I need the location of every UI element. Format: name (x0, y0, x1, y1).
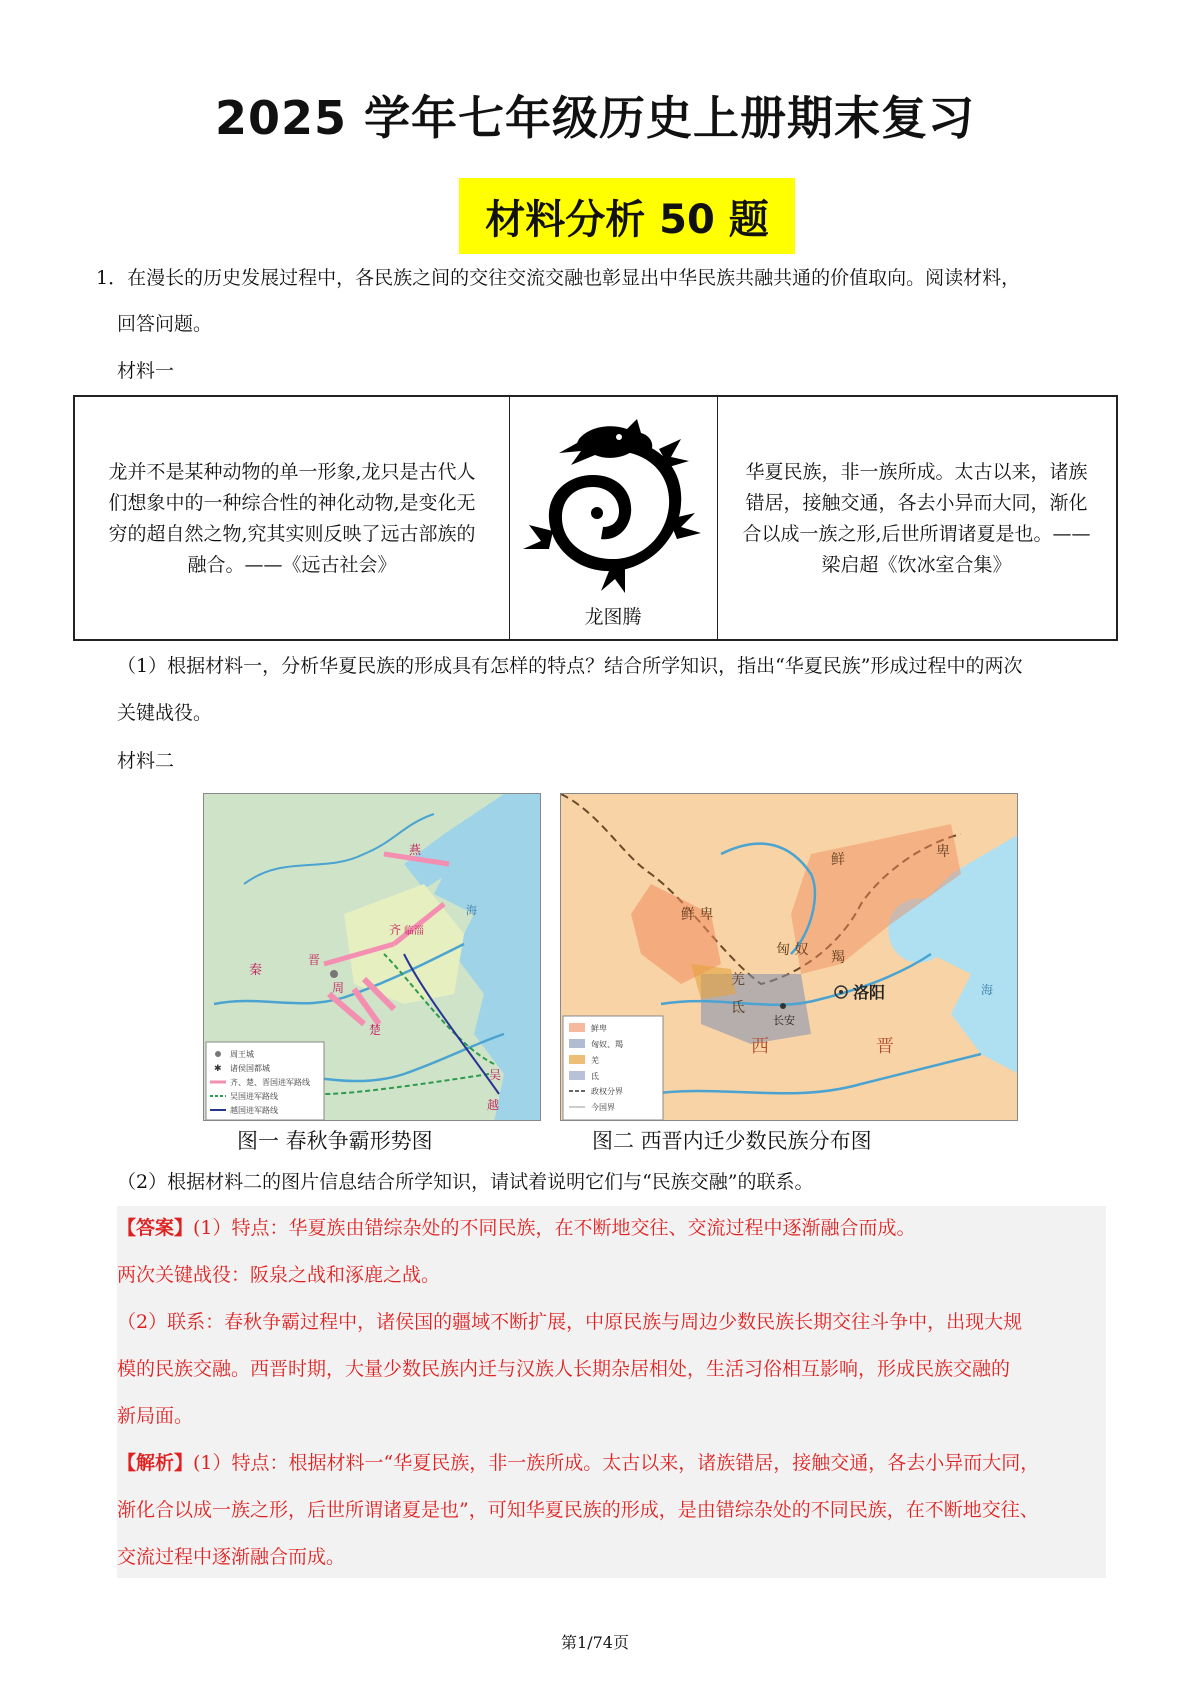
map2-caption: 图二 西晋内迁少数民族分布图 (592, 1129, 872, 1153)
material-right-line: 华夏民族，非一族所成。太古以来，诸族 (745, 461, 1088, 483)
map2-label-di: 氐 (731, 1000, 745, 1016)
answer-block (117, 1206, 1106, 1578)
material2-label: 材料二 (117, 750, 175, 772)
map1-legend-item: 周王城 (230, 1050, 254, 1059)
page-title: 2025 学年七年级历史上册期末复习 (214, 91, 976, 145)
answer-line4: 模的民族交融。西晋时期，大量少数民族内迁与汉族人长期杂居相处，生活习俗相互影响，形成民族交融的 (117, 1358, 1011, 1380)
map-western-jin-drawing (561, 794, 1018, 1121)
map2-label-xiongnu: 匈 奴 (776, 942, 809, 958)
dragon-caption: 龙图腾 (584, 606, 642, 628)
map2-label-bei: 卑 (936, 844, 950, 860)
map2-legend-item: 今国界 (591, 1103, 615, 1112)
answer-line3: （2）联系：春秋争霸过程中，诸侯国的疆域不断扩展，中原民族与周边少数民族长期交往斗争中，出现大规 (117, 1311, 1023, 1333)
material-right-line: 梁启超《饮冰室合集》 (821, 554, 1012, 576)
map1-label-sea: 海 (466, 904, 477, 917)
material-left-cell (75, 397, 510, 639)
material-right-cell (717, 397, 1116, 639)
subquestion1-line2: 关键战役。 (117, 702, 213, 724)
map1-legend-item: 诸侯国都城 (230, 1064, 270, 1073)
map1-label-chu: 楚 (369, 1023, 382, 1037)
map1-label-wu: 吴 (489, 1068, 502, 1082)
map1-label-linzi: 临淄 (404, 926, 424, 937)
dragon-image-cell (509, 397, 718, 639)
map1-caption: 图一 春秋争霸形势图 (237, 1129, 433, 1153)
analysis-line1: 【解析】(1）特点：根据材料一“华夏民族，非一族所成。太古以来，诸族错居，接触交通，各去小异而大同， (117, 1452, 1040, 1474)
material-right-line: 合以成一族之形,后世所谓诸夏是也。—— (742, 523, 1091, 545)
map2-legend-item: 匈奴、羯 (591, 1040, 623, 1049)
map1-label-zhou: 周 (332, 981, 345, 995)
map2-label-xianbei: 鲜 卑 (681, 907, 714, 923)
analysis-tag: 【解析】 (117, 1452, 194, 1474)
map1-label-yue: 越 (487, 1098, 500, 1112)
map2-legend-item: 氐 (591, 1072, 599, 1081)
map2-label-sea: 海 (981, 983, 994, 997)
subtitle-highlight (459, 178, 795, 254)
map-western-jin (560, 793, 1018, 1121)
map1-label-jin: 晋 (308, 953, 321, 967)
analysis-line3: 交流过程中逐渐融合而成。 (117, 1546, 346, 1568)
map1-label-qin: 秦 (249, 963, 263, 978)
subtitle: 材料分析 50 题 (485, 196, 769, 243)
map2-label-jin: 晋 (876, 1036, 894, 1057)
material-right-line: 错居，接触交通，各去小异而大同，渐化 (745, 492, 1088, 514)
material-table (73, 395, 1118, 641)
dragon-totem-image (509, 409, 717, 599)
question-intro-line1: 1．在漫长的历史发展过程中，各民族之间的交往交流交融也彰显出中华民族共融共通的价值取向。阅读材料， (96, 267, 1021, 289)
subquestion1-line1: （1）根据材料一，分析华夏民族的形成具有怎样的特点？结合所学知识，指出“华夏民族”形成过程中的两次 (117, 655, 1023, 677)
subquestion2: （2）根据材料二的图片信息结合所学知识，请试着说明它们与“民族交融”的联系。 (117, 1171, 814, 1193)
map2-label-qiang: 羌 (731, 972, 745, 988)
material-left-line: 们想象中的一种综合性的神化动物,是变化无 (108, 492, 476, 514)
svg-text:✱: ✱ (214, 1064, 222, 1074)
material-left-line: 融合。——《远古社会》 (187, 554, 397, 576)
map1-legend-item: 吴国进军路线 (230, 1092, 278, 1101)
answer-line5: 新局面。 (117, 1405, 194, 1427)
answer-tag: 【答案】 (117, 1217, 194, 1239)
analysis-line2: 渐化合以成一族之形，后世所谓诸夏是也”，可知华夏民族的形成，是由错综杂处的不同民族，在不断地交往、 (117, 1499, 1039, 1521)
page-number: 第1/74页 (561, 1633, 629, 1652)
map2-label-luoyang: 洛阳 (853, 983, 886, 1002)
map-spring-autumn-drawing (204, 794, 541, 1121)
material-left-line: 龙并不是某种动物的单一形象,龙只是古代人 (108, 461, 476, 483)
map2-label-jie: 羯 (831, 950, 845, 966)
map2-legend-item: 鲜卑 (591, 1024, 607, 1033)
question-intro-line2: 回答问题。 (117, 313, 213, 335)
map2-legend-item: 羌 (591, 1056, 599, 1065)
map2-legend-item: 政权分界 (591, 1087, 623, 1096)
material1-label: 材料一 (117, 360, 175, 382)
map2-label-xi: 西 (751, 1036, 769, 1057)
answer-line1: 【答案】(1）特点：华夏族由错综杂处的不同民族，在不断地交往、交流过程中逐渐融合而成。 (117, 1217, 916, 1239)
map-spring-autumn (203, 793, 541, 1121)
map2-label-changan: 长安 (773, 1014, 795, 1027)
map1-legend-item: 齐、楚、晋国进军路线 (230, 1078, 310, 1087)
material-left-line: 穷的超自然之物,究其实则反映了远古部族的 (108, 523, 476, 545)
answer-line2: 两次关键战役：阪泉之战和涿鹿之战。 (117, 1264, 441, 1286)
map1-legend-item: 越国进军路线 (230, 1106, 278, 1115)
map2-label-xian: 鲜 (831, 852, 845, 868)
map1-label-yan: 燕 (409, 843, 422, 857)
map1-label-qi: 齐 (389, 923, 402, 937)
